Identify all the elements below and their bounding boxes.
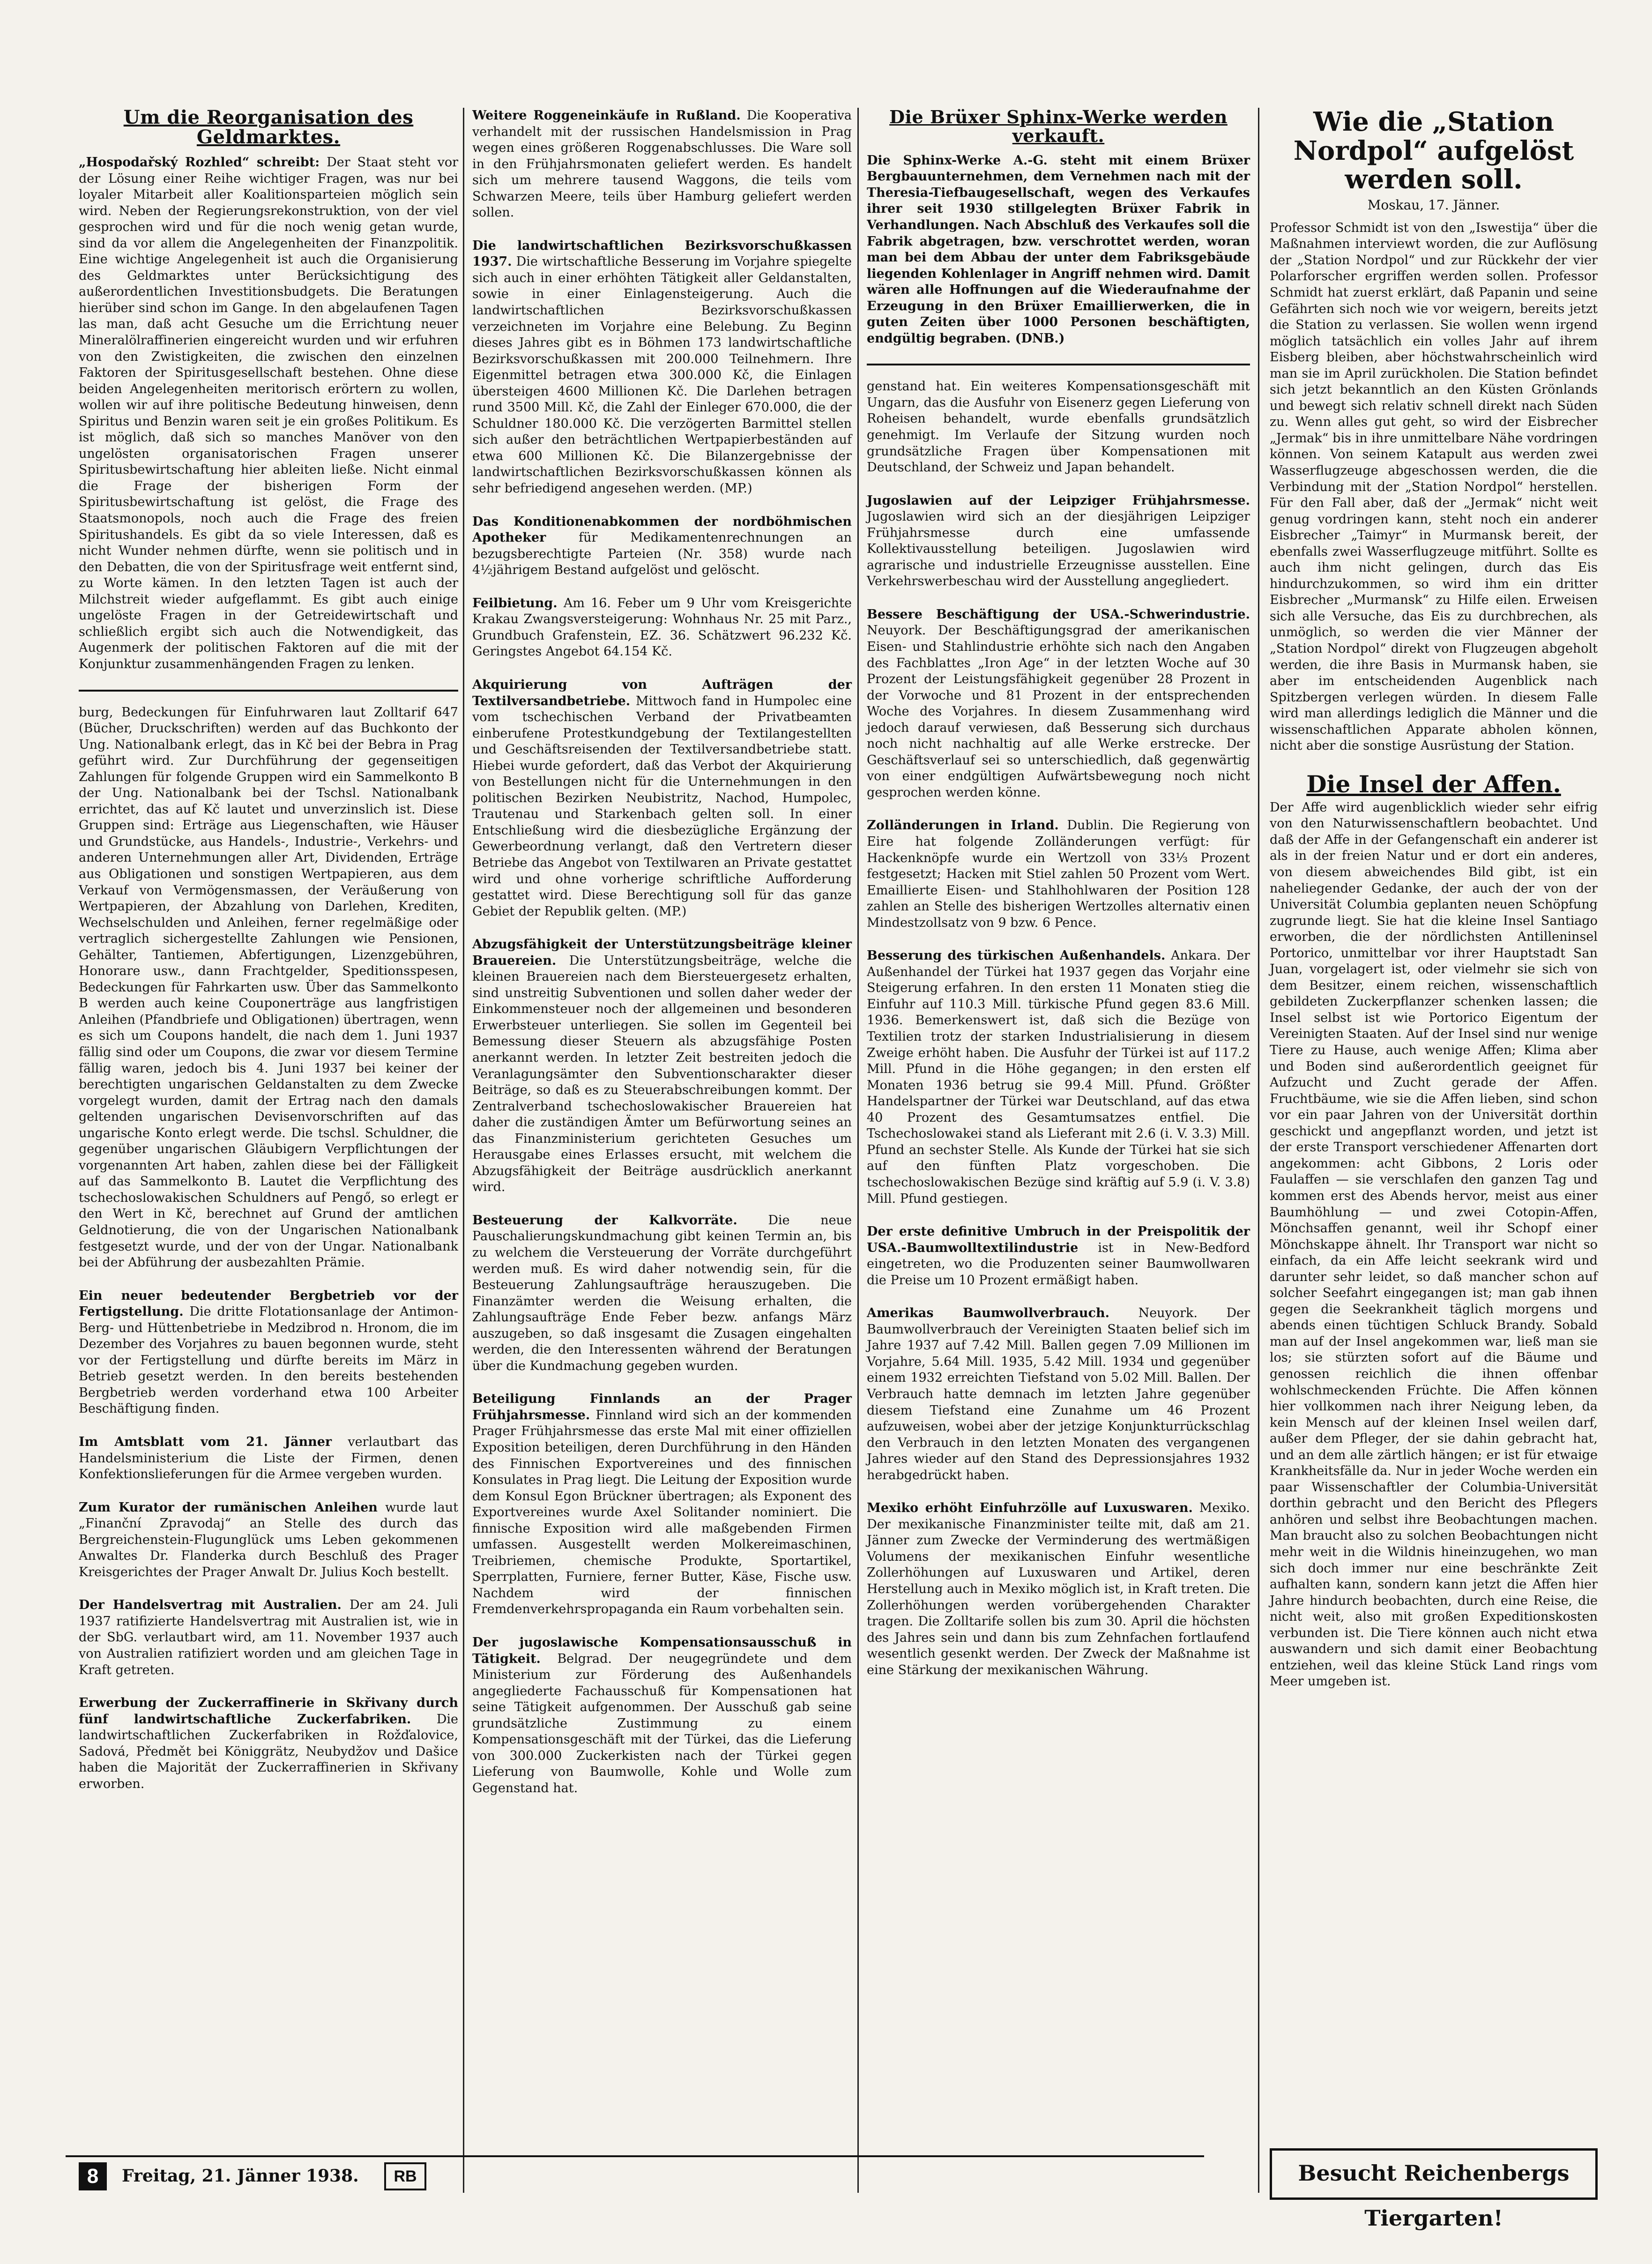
article-kalk: [472, 1213, 852, 1374]
article-title: Feilbietung.: [472, 596, 558, 611]
article-body: für Medikamentenrechnungen an bezugsberechtigte Parteien (Nr. 358) wurde nach 4½jährigem Bestand aufgelöst und gelöscht.: [472, 530, 852, 578]
article-continuation: [867, 379, 1250, 476]
column-rule: [463, 108, 464, 2193]
article-body: Die neue Pauschalierungskundmachung gibt keinen Termin an, bis zu welchem die Versteuerung der Vorräte durchgeführt werden muß. Es wird daher notwendig sein, für die Besteuerung Zahlungsaufträge herauszugeben. Die Finanzämter werden die Weisung erhalten, die Zahlungsaufträge Ende Feber bezw. anfangs März auszugeben, so daß insgesamt die Zusagen eingehalten werden, die den Interessenten während der Beratungen über die Kundmachung gegeben wurden.: [472, 1213, 852, 1373]
column-rule: [1258, 108, 1259, 2193]
column-1: [79, 108, 458, 1809]
column-2: [472, 108, 852, 1814]
article-body: wurde laut „Finanční Zpravodaj“ an Stelle des durch das Bergreichenstein-Flugunglück ums Leben gekommenen Anwaltes Dr. Flanderka durch Beschluß des Prager Kreisgerichtes der Prager Anwalt Dr. Julius Koch bestellt.: [79, 1500, 458, 1579]
article-title: Amerikas Baumwollverbrauch.: [867, 1306, 1110, 1321]
article-schwerindustrie: [867, 607, 1250, 801]
article-body: „Hospodařský Rozhled“ schreibt: Der Staat steht vor der Lösung einer Reihe wichtiger Fragen, was nur bei loyaler Mitarbeit aller Koalitionsparteien möglich sein wird. Neben der Regierungsrekonstruktion, von der viel gesprochen wird und für die noch wenig getan wurde, sind da vor allem die Angelegenheiten der Finanzpolitik. Eine wichtige Angelegenheit ist auch die Organisierung des Geldmarktes unter Berücksichtigung des außerordentlichen Investitionsbudgets. Die Beratungen hierüber sind schon im Gange. In den abgelaufenen Tagen las man, daß acht Gesuche um die Errichtung neuer Mineralölraffinerien eingereicht wurden und wir erfuhren von den Zwistigkeiten, die zwischen den einzelnen Faktoren der Spiritusgesellschaft bestehen. Ohne diese beiden Angelegenheiten meritorisch erörtern zu wollen, wollen wir auf ihre politische Bedeutung hinweisen, denn Spiritus und Benzin waren seit je ein großes Politikum. Es ist möglich, daß sich so manches Manöver von den ungelösten organisatorischen Fragen unserer Spiritusbewirtschaftung hier ableiten ließe. Nicht einmal die Frage der bisherigen Form der Spiritusbewirtschaftung ist gelöst, die Frage des Staatsmonopols, noch auch die Frage des freien Spiritushandels. Es gibt da so viele Interessen, daß es nicht Wunder nehmen dürfte, wenn sie politisch und in den Debatten, die von der Spiritusfrage weit entfernt sind, zu Worte kämen. In den letzten Tagen ist auch der Milchstreit wieder aufgeflammt. Es gibt auch einige ungelöste Fragen in der Getreidewirtschaft und schließlich ergibt sich auch die Notwendigkeit, das Augenmerk der politischen Faktoren auf die mit der Konjunktur zusammenhängenden Fragen zu lenken.: [79, 155, 458, 671]
article-title: Im Amtsblatt vom 21. Jänner: [79, 1435, 332, 1450]
article-title: Bessere Beschäftigung der USA.-Schwerindustrie.: [867, 607, 1250, 622]
article-body: Die landwirtschaftlichen Zuckerfabriken in Rožďalovice, Sadová, Předmět bei Königgrätz, Neubydžov und Dašice haben die Majorität der Zuckerraffinerien in Skřivany erworben.: [79, 1712, 458, 1791]
article-title: Die landwirtschaftlichen Bezirksvorschußkassen 1937.: [472, 238, 852, 269]
article-apotheker: [472, 514, 852, 579]
article-geldmarkt: [79, 108, 458, 673]
article-nordpol: [1270, 108, 1598, 754]
article-title: Die Insel der Affen.: [1306, 770, 1561, 798]
article-body: Die Unterstützungsbeiträge, welche die kleinen Brauereien nach dem Biersteuergesetz erhalten, sind unstreitig Subventionen und sollen daher weder der Einkommensteuer noch der allgemeinen und besonderen Erwerbsteuer unterliegen. Sie sollen im Gegenteil bei Bemessung dieser Steuern als abzugsfähige Posten anerkannt werden. In letzter Zeit bestreiten jedoch die Veranlagungsämter den Subventionscharakter dieser Beiträge, so daß es zu Steuerabschreibungen kommt. Der Zentralverband tschechoslowakischer Brauereien hat daher die zuständigen Ämter um Befürwortung seines an das Finanzministerium gerichteten Gesuches um Herausgabe eines Erlasses ersucht, mit welchem die Abzugsfähigkeit der Beiträge ausdrücklich anerkannt wird.: [472, 953, 852, 1195]
article-body: Der Affe wird augenblicklich wieder sehr eifrig von den Naturwissenschaftlern beobachtet. Und daß der Affe in der Gefangenschaft ein anderer ist als in der freien Natur und er dort ein anderes, von diesem abweichendes Bild gibt, ist ein naheliegender Gedanke, der auch der von der Universität Columbia geplanten neuen Schöpfung zugrunde liegt. Sie hat die kleine Insel Santiago erworben, die der nördlichsten Antilleninsel Portorico, unmittelbar vor ihrer Hauptstadt San Juan, vorgelagert ist, oder vielmehr sie sich von dem Besitzer, einem reichen, wissenschaftlich gebildeten Zuckerpflanzer schenken lassen; die Insel selbst ist wie Portorico Eigentum der Vereinigten Staaten. Auf der Insel sind nur wenige Tiere zu Hause, auch wenige Affen; Klima aber und Boden sind außerordentlich geeignet für Aufzucht und Zucht gerade der Affen. Fruchtbäume, wie sie die Affen lieben, sind schon vor ein paar Jahren von der Universität dorthin geschickt und angepflanzt worden, und jetzt ist der erste Transport verschiedener Affenarten dort angekommen: acht Gibbons, 2 Loris oder Faulaffen — sie verschlafen den ganzen Tag und kommen erst des Abends hervor, meist aus einer Baumhöhlung — und zwei Cotopin-Affen, Mönchsaffen genannt, weil ihr Schopf einer Mönchskappe ähnelt. Ihr Transport war nicht so einfach, da ein Affe leicht seekrank wird und darunter sehr leidet, so daß mancher schon auf solcher Seefahrt eingegangen ist; man gab ihnen gegen die Seekrankheit täglich morgens und abends einen tüchtigen Schluck Brandy. Sobald man auf der Insel angekommen war, ließ man sie los; sie stürzten sofort auf die Bäume und genossen reichlich die ihnen offenbar wohlschmeckenden Früchte. Die Affen können hier vollkommen nach ihrer Neigung leben, da kein Mensch auf der kleinen Insel weilen darf, außer dem Pfleger, der sie dahin gebracht hat, und an dem alle zärtlich hängen; er ist für etwaige Krankheitsfälle da. Nur in jeder Woche werden ein paar Wissenschaftler der Columbia-Universität dorthin gebracht und den Bericht des Pflegers anhören und selbst ihre Beobachtungen machen. Man braucht also zu solchen Beobachtungen nicht mehr weit in die Wildnis hineinzugehen, wo man sich doch immer nur eine beschränkte Zeit aufhalten kann, sondern kann jetzt die Affen hier Jahre hindurch beobachten, durch eine Reise, die nicht weit, also mit großen Expeditionskosten verbunden ist. Die Tiere können auch nicht etwa auswandern und sich damit einer Beobachtung entziehen, weil das kleine Stück Land rings vom Meer umgeben ist.: [1270, 800, 1598, 1689]
column-3: [867, 108, 1250, 1695]
article-body: burg, Bedeckungen für Einfuhrwaren laut Zolltarif 647 (Bücher, Druckschriften) werden auf das Buchkonto der Ung. Nationalbank erlegt, das in Kč bei der Bebra in Prag geführt wird. Zur Durchführung der gegenseitigen Zahlungen für folgende Gruppen wird ein Sammelkonto B der Ung. Nationalbank bei der Tschsl. Nationalbank errichtet, das auf Kč lautet und unverzinslich ist. Diese Gruppen sind: Erträge aus Liegenschaften, wie Häuser und Grundstücke, aus Handels-, Industrie-, Verkehrs- und anderen Unternehmungen aller Art, Dividenden, Erträge aus Obligationen und sonstigen Wertpapieren, aus dem Verkauf von Vermögensmassen, der Veräußerung von Wertpapieren, der Abzahlung von Darlehen, Krediten, Wechselschulden und Anleihen, ferner regelmäßige oder vertraglich sichergestellte Zahlungen wie Pensionen, Gehälter, Tantiemen, Abfertigungen, Lizenzgebühren, Honorare usw., dann Frachtgelder, Speditionsspesen, Bedeckungen für Fahrkarten usw. Über das Sammelkonto B werden auch keine Couponerträge aus langfristigen Anleihen (Pfandbriefe und Obligationen) übertragen, wenn es sich um Coupons handelt, die nach dem 1. Juni 1937 fällig sind oder um Coupons, die zwar vor diesem Termine fällig waren, jedoch bis 4. Juni 1937 bei keiner der berechtigten ungarischen Geldanstalten zu dem Zwecke vorgelegt wurden, damit der Ertrag nach den damals geltenden ungarischen Devisenvorschriften auf das ungarische Konto erlegt werde. Die tschsl. Schuldner, die gegenüber ungarischen Gläubigern Verpflichtungen der vorgenannten Art haben, zahlen diese bei der Fälligkeit auf das Sammelkonto B. Lautet die Verpflichtung des tschechoslowakischen Schuldners auf Pengő, so erlegt er den Wert in Kč, berechnet auf Grund der amtlichen Geldnotierung, die von der Ungarischen Nationalbank festgesetzt wurde, und der von der Ungar. Nationalbank bei der Abführung der ausbezahlten Prämie.: [79, 705, 458, 1270]
article-title: Beteiligung Finnlands an der Prager Frühjahrsmesse.: [472, 1392, 852, 1422]
article-title: Zolländerungen in Irland.: [867, 818, 1059, 833]
article-title: Die Brüxer Sphinx-Werke werden verkauft.: [889, 106, 1228, 146]
article-zuckerraffinerie: [79, 1695, 458, 1792]
article-title: Zum Kurator der rumänischen Anleihen: [79, 1500, 378, 1515]
article-sphinx: [867, 108, 1250, 347]
article-body: Dublin. Die Regierung von Eire hat folgende Zolländerungen verfügt: für Hackenknöpfe wurde ein Wertzoll von 33⅓ Prozent festgesetzt; Hacken mit Stiel zahlen 50 Prozent vom Wert. Emaillierte Eisen- und Stahlhohlwaren der Position 128 zahlen an Stelle des bisherigen Wertzolles alternativ einen Mindestzollsatz von 9 bzw. 6 Pence.: [867, 818, 1250, 930]
article-title: Besteuerung der Kalkvorräte.: [472, 1213, 737, 1228]
article-affen: [1270, 771, 1598, 1690]
article-body: genstand hat. Ein weiteres Kompensationsgeschäft mit Ungarn, das die Ausfuhr von Eisenerz gegen Lieferung von Roheisen behandelt, wurde ebenfalls grundsätzlich genehmigt. Im Verlaufe der Sitzung wurden noch grundsätzliche Fragen über Kompensationen mit Deutschland, der Schweiz und Japan behandelt.: [867, 379, 1250, 475]
article-title: Der Handelsvertrag mit Australien.: [79, 1598, 342, 1613]
divider: [867, 364, 1250, 365]
article-bezirksvorschuss: [472, 238, 852, 497]
article-jugoslawien-kompensation: [472, 1635, 852, 1796]
article-tuerkei: [867, 948, 1250, 1207]
article-body: Jugoslawien wird sich an der diesjährigen Leipziger Frühjahrsmesse durch eine umfassende Kollektivausstellung beteiligen. Jugoslawien wird agrarische und industrielle Erzeugnisse ausstellen. Eine Verkehrswerbeschau wird der Ausstellung angegliedert.: [867, 509, 1250, 589]
footer-rule: [66, 2155, 1204, 2157]
article-title: Ein neuer bedeutender Bergbetrieb vor der Fertigstellung.: [79, 1288, 458, 1319]
column-4: [1270, 108, 1598, 1707]
article-amtsblatt: [79, 1434, 458, 1483]
article-title: Der jugoslawische Kompensationsausschuß in Tätigkeit.: [472, 1635, 852, 1666]
article-australien: [79, 1597, 458, 1678]
article-body: Ankara. Der Außenhandel der Türkei hat 1937 gegen das Vorjahr eine Steigerung erfahren. In den ersten 11 Monaten stieg die Einfuhr auf 110.3 Mill. türkische Pfund gegen 83.6 Mill. 1936. Bemerkenswert ist, daß sich die Bezüge von Textilien trotz der starken Industrialisierung in diesem Zweige erhöht haben. Die Ausfuhr der Türkei ist auf 117.2 Mill. Pfund in die Höhe gegangen; in den ersten elf Monaten 1936 betrug sie 99.4 Mill. Pfund. Größter Handelspartner der Türkei war Deutschland, auf das etwa 40 Prozent des Gesamtumsatzes entfiel. Die Tschechoslowakei stand als Lieferant mit 2.6 (i. V. 3.3) Mill. Pfund an sechster Stelle. Als Kunde der Türkei hat sie sich auf den fünften Platz vorgeschoben. Die tschechoslowakischen Bezüge sind kräftig auf 5.9 (i. V. 3.8) Mill. Pfund gestiegen.: [867, 948, 1250, 1206]
article-textil: [472, 677, 852, 920]
article-body: Der am 24. Juli 1937 ratifizierte Handelsvertrag mit Australien ist, wie in der SbG. verlautbart wird, am 11. November 1937 auch von Australien ratifiziert worden und am gleichen Tage in Kraft getreten.: [79, 1598, 458, 1677]
advertisement-box: Besucht Reichenbergs Tiergarten!: [1270, 2148, 1598, 2200]
article-body: Mittwoch fand in Humpolec eine vom tschechischen Verband der Privatbeamten einberufene Protestkundgebung der Textilangestellten und Geschäftsreisenden der Textilversandbetriebe statt. Hiebei wurde gefordert, daß das Verbot der Akquirierung von Bestellungen nicht für die Unternehmungen in den politischen Bezirken Neubistritz, Nachod, Humpolec, Trautenau und Starkenbach gelten soll. In einer Entschließung wird die diesbezügliche Ergänzung der Gewerbeordnung verlangt, daß den Vertretern dieser Betriebe das Angebot von Textilwaren an Private gestattet wird und ohne vorherige schriftliche Aufforderung gestattet wird. Diese Berechtigung soll für das ganze Gebiet der Republik gelten. (MP.): [472, 693, 852, 919]
article-title: Der erste definitive Umbruch in der Preispolitik der USA.-Baumwolltextilindustrie: [867, 1224, 1250, 1255]
article-roggen: [472, 108, 852, 221]
article-body: ist in New-Bedford eingetreten, wo die Produzenten seiner Baumwollwaren die Preise um 10 Prozent ermäßigt haben.: [867, 1240, 1250, 1288]
article-body: Neuyork. Der Beschäftigungsgrad der amerikanischen Eisen- und Stahlindustrie erhöhte sich nach den Angaben des Fachblattes „Iron Age“ in der letzten Woche auf 30 Prozent der Leistungsfähigkeit gegenüber 28 Prozent in der Vorwoche und 81 Prozent in der entsprechenden Woche des Vorjahres. In diesem Zusammenhang wird jedoch darauf verwiesen, daß Besserung sich durchaus noch nicht nachhaltig auf alle Werke erstrecke. Der Geschäftsverlauf sei so unterschiedlich, daß gegenwärtig von einer endgültigen Aufwärtsbewegung noch nicht gesprochen werden könne.: [867, 623, 1250, 800]
article-body: Neuyork. Der Baumwollverbrauch der Vereinigten Staaten belief sich im Jahre 1937 auf 7.42 Mill. Ballen gegen 7.09 Millionen im Vorjahre, 5.64 Mill. 1935, 5.42 Mill. 1934 und gegenüber einem 1932 erreichten Tiefstand von 5.02 Mill. Ballen. Der Verbrauch hatte demnach im letzten Jahre gegenüber diesem Tiefstand eine Zunahme um 46 Prozent aufzuweisen, wobei aber der jetzige Konjunkturrückschlag den Verbrauch in den letzten Monaten des vergangenen Jahres wieder auf den Stand des Depressionsjahres 1932 herabgedrückt haben.: [867, 1306, 1250, 1482]
newspaper-logo: RB: [384, 2162, 426, 2190]
article-body: Professor Schmidt ist von den „Iswestija“ über die Maßnahmen interviewt worden, die zur Auflösung der „Station Nordpol“ und zur Rückkehr der vier Polarforscher ergriffen werden sollen. Professor Schmidt hat zuerst erklärt, daß Papanin und seine Gefährten sich noch wie vor weigern, bereits jetzt die Station zu verlassen. Sie wollen wenn irgend möglich tatsächlich ein volles Jahr auf ihrem Eisberg bleiben, aber höchstwahrscheinlich wird man sie im April zurückholen. Die Station befindet sich jetzt bekanntlich an den Küsten Grönlands und bewegt sich relativ schnell direkt nach Süden zu. Wenn alles gut geht, so wird der Eisbrecher „Jermak“ bis in ihre unmittelbare Nähe vordringen können. Von seinem Katapult aus werden zwei Wasserflugzeuge abgeschossen werden, die die Verbindung mit der „Station Nordpol“ herstellen. Für den Fall aber, daß der „Jermak“ nicht weit genug vordringen kann, steht noch ein anderer Eisbrecher „Taimyr“ in Murmansk bereit, der ebenfalls zwei Wasserflugzeuge mitführt. Sollte es auch ihm nicht gelingen, durch das Eis hindurchzukommen, so wird ihm ein dritter Eisbrecher „Murmansk“ zu Hilfe eilen. Erweisen sich alle Versuche, das Eis zu durchbrechen, als unmöglich, so werden die vier Männer der „Station Nordpol“ direkt von Flugzeugen abgeholt werden, die ihre Basis in Murmansk haben, sie aber im entscheidenden Augenblick nach Spitzbergen verlegen würden. In diesem Falle wird man allerdings lediglich die Männer und die wissenschaftlichen Apparate abholen können, nicht aber die sonstige Ausrüstung der Station.: [1270, 220, 1598, 753]
divider: [79, 690, 458, 692]
article-baumwolltextil: [867, 1224, 1250, 1288]
article-bergbetrieb: [79, 1288, 458, 1417]
article-irland: [867, 818, 1250, 931]
page-footer: [66, 2160, 1598, 2231]
article-feilbietung: [472, 596, 852, 660]
article-title: Mexiko erhöht Einfuhrzölle auf Luxuswaren.: [867, 1501, 1193, 1516]
article-title: Abzugsfähigkeit der Unterstützungsbeiträge kleiner Brauereien.: [472, 937, 852, 968]
article-baumwollverbrauch: [867, 1305, 1250, 1483]
issue-date: Freitag, 21. Jänner 1938.: [122, 2166, 359, 2186]
article-body: Finnland wird sich an der kommenden Prager Frühjahrsmesse das erste Mal mit einer offiziellen Exposition beteiligen, deren Durchführung in den Händen des Finnischen Exportvereines und des finnischen Konsulates in Prag liegt. Die Leitung der Exposition wurde dem Konsul Egon Brückner übertragen; als Exponent des Exportvereines wurde Axel Solitander nominiert. Die finnische Exposition wird alle maßgebenden Firmen umfassen. Ausgestellt werden Molkereimaschinen, Treibriemen, chemische Produkte, Sportartikel, Sperrplatten, Furniere, ferner Butter, Käse, Fische usw. Nachdem wird der finnischen Fremdenverkehrspropaganda ein Raum vorbehalten sein.: [472, 1408, 852, 1617]
article-leipzig: [867, 493, 1250, 590]
newspaper-page: [66, 108, 1598, 2193]
article-body: Am 16. Feber um 9 Uhr vom Kreisgerichte Krakau Zwangsversteigerung: Wohnhaus Nr. 25 mit Parz., Grundbuch Grafenstein, EZ. 36. Schätzwert 96.232 Kč. Geringstes Angebot 64.154 Kč.: [472, 596, 852, 659]
article-title: Um die Reorganisation des Geldmarktes.: [123, 106, 414, 148]
page-number: 8: [79, 2162, 107, 2190]
article-title: Besserung des türkischen Außenhandels.: [867, 948, 1166, 963]
article-continuation: [79, 705, 458, 1271]
article-title: Wie die „Station Nordpol“ aufgelöst werden soll.: [1293, 106, 1574, 195]
article-body: Mexiko. Der mexikanische Finanzminister teilte mit, daß am 21. Jänner zum Zwecke der Verminderung des wertmäßigen Volumens der mexikanischen Einfuhr wesentliche Zollerhöhungen auf Luxuswaren und Artikel, deren Herstellung auch in Mexiko möglich ist, in Kraft treten. Die Zollerhöhungen werden vorübergehenden Charakter tragen. Die Zolltarife sollen bis zum 30. April die höchsten des Jahres sein und dann bis zum Zehnfachen fortlaufend wesentlich gesenkt werden. Der Zweck der Maßnahme ist eine Stärkung der mexikanischen Währung.: [867, 1501, 1250, 1677]
article-body: Belgrad. Der neugegründete und dem Ministerium zur Förderung des Außenhandels angegliederte Fachausschuß für Kompensationen hat seine Tätigkeit aufgenommen. Der Ausschuß gab seine grundsätzliche Zustimmung zu einem Kompensationsgeschäft mit der Türkei, das die Lieferung von 300.000 Zuckerkisten nach der Türkei gegen Lieferung von Baumwolle, Kohle und Wolle zum Gegenstand hat.: [472, 1651, 852, 1795]
article-body: Die Kooperativa verhandelt mit der russischen Handelsmission in Prag wegen eines größeren Roggenabschlusses. Die Ware soll in den Frühjahrsmonaten geliefert werden. Es handelt sich um mehrere tausend Waggons, die teils vom Schwarzen Meere, teils über Hamburg geliefert werden sollen.: [472, 108, 852, 220]
article-brauereien: [472, 937, 852, 1196]
article-finnland: [472, 1391, 852, 1618]
article-body: Die Sphinx-Werke A.-G. steht mit einem Brüxer Bergbauunternehmen, dem Vernehmen nach mit der Theresia-Tiefbaugesellschaft, wegen des Verkaufes ihrer seit 1930 stillgelegten Brüxer Fabrik in Verhandlungen. Nach Abschluß des Verkaufes soll die Fabrik abgetragen, bzw. verschrottet werden, woran man bei dem Abbau der unter dem Fabriksgebäude liegenden Kohlenlager in Angriff nehmen wird. Damit wären alle Hoffnungen auf die Wiederaufnahme der Erzeugung in den Brüxer Emaillierwerken, die in guten Zeiten über 1000 Personen beschäftigten, endgültig begraben. (DNB.): [867, 153, 1250, 346]
article-title: Jugoslawien auf der Leipziger Frühjahrsmesse.: [867, 493, 1250, 508]
article-body: Die wirtschaftliche Besserung im Vorjahre spiegelte sich auch in einer erhöhten Tätigkeit aller Geldanstalten, sowie in einer Einlagensteigerung. Auch die landwirtschaftlichen Bezirksvorschußkassen verzeichneten im Vorjahre eine Belebung. Zu Beginn dieses Jahres gibt es in Böhmen 173 landwirtschaftliche Bezirksvorschußkassen mit 200.000 Teilnehmern. Ihre Eigenmittel betragen etwa 300.000 Kč, die Einlagen übersteigen 4600 Millionen Kč. Die Darlehen betragen rund 3500 Mill. Kč, die Zahl der Einleger 670.000, die der Schuldner 180.000 Kč. Die verzögerten Barmittel stellen sich außer den beträchtlichen Wertpapierbeständen auf etwa 600 Millionen Kč. Die Bilanzergebnisse der landwirtschaftlichen Bezirksvorschußkassen können als sehr befriedigend angesehen werden. (MP.): [472, 254, 852, 496]
article-body: Die dritte Flotationsanlage der Antimon-Berg- und Hüttenbetriebe in Medzibrod n. Hronom, die im Dezember des Vorjahres zu bauen begonnen wurde, steht vor der Fertigstellung und dürfte bereits im März in Betrieb gesetzt werden. In den bereits bestehenden Bergbetrieb werden vorderhand etwa 100 Arbeiter Beschäftigung finden.: [79, 1304, 458, 1416]
article-body: verlautbart das Handelsministerium die Liste der Firmen, denen Konfektionslieferungen für die Armee vergeben wurden.: [79, 1435, 458, 1482]
article-title: Das Konditionenabkommen der nordböhmischen Apotheker: [472, 514, 852, 545]
dateline: Moskau, 17. Jänner.: [1367, 197, 1500, 213]
column-rule: [857, 108, 859, 2193]
article-kurator: [79, 1500, 458, 1581]
article-title: Akquirierung von Aufträgen der Textilversandbetriebe.: [472, 677, 852, 708]
article-title: Weitere Roggeneinkäufe in Rußland.: [472, 108, 741, 123]
article-mexiko: [867, 1500, 1250, 1678]
article-title: Erwerbung der Zuckerraffinerie in Skřivany durch fünf landwirtschaftliche Zuckerfabriken.: [79, 1696, 458, 1727]
